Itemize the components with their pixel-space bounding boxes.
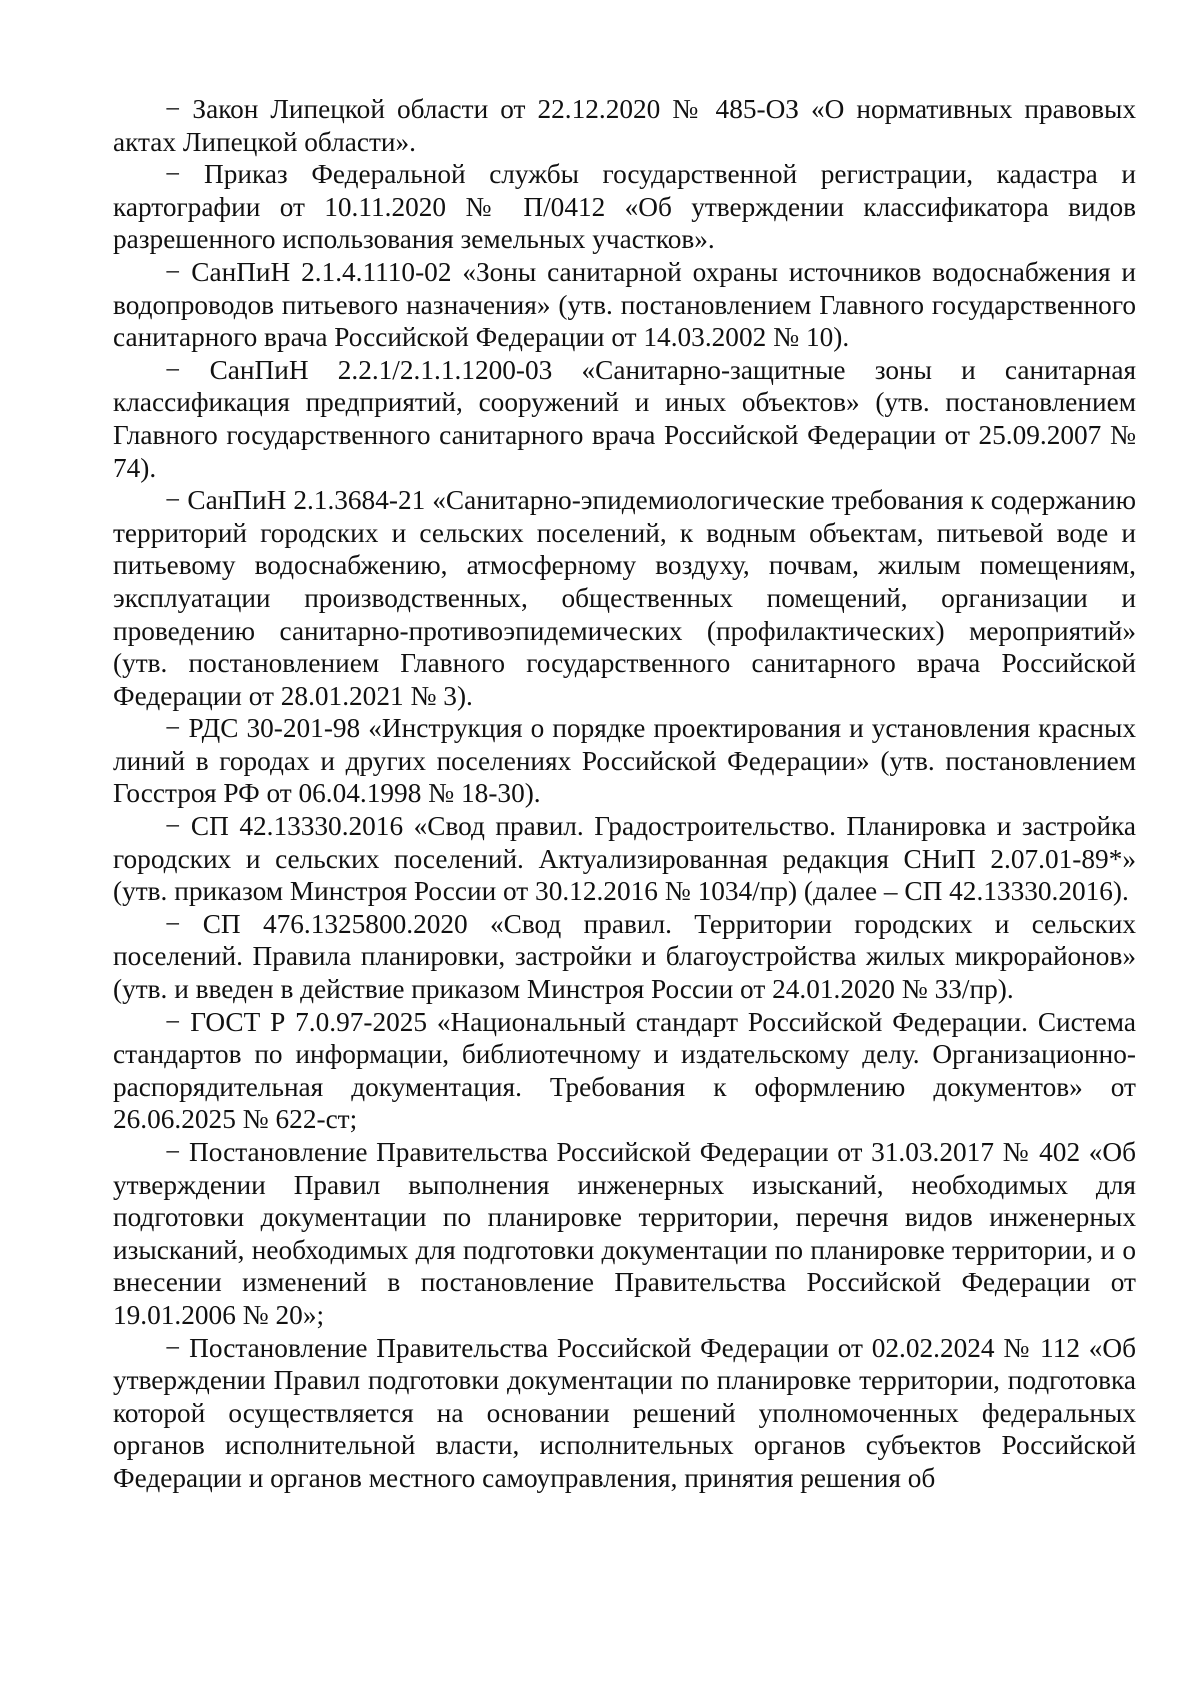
list-item: − СП 476.1325800.2020 «Свод правил. Территории городских и сельских поселений. Правила планировки, застройки и благоустройства жилых микрорайонов» (утв. и введен в действие приказом Минстроя России от 24.01.2020 № 33/пр). (113, 908, 1136, 1005)
list-item: − РДС 30-201-98 «Инструкция о порядке проектирования и установления красных линий в городах и других поселениях Российской Федерации» (утв. постановлением Госстроя РФ от 06.04.1998 № 18-30). (113, 713, 1136, 809)
list-item: − СанПиН 2.2.1/2.1.1.1200-03 «Санитарно-защитные зоны и санитарная классификация предприятий, сооружений и иных объектов» (утв. постановлением Главного государственного санитарного врача Российской Федерации от 25.09.2007 № 74). (113, 354, 1136, 483)
list-item: − СанПиН 2.1.4.1110-02 «Зоны санитарной охраны источников водоснабжения и водопроводов питьевого назначения» (утв. постановлением Главного государственного санитарного врача Российской Федерации от 14.03.2002 № 10). (113, 256, 1136, 353)
list-item: − ГОСТ Р 7.0.97-2025 «Национальный стандарт Российской Федерации. Система стандартов по информации, библиотечному и издательскому делу. Организационно-распорядительная документация. Требования к оформлению документов» от 26.06.2025 № 622-ст; (113, 1006, 1136, 1135)
list-item: − СанПиН 2.1.3684-21 «Санитарно-эпидемиологические требования к содержанию территорий городских и сельских поселений, к водным объектам, питьевой воде и питьевому водоснабжению, атмосферному воздуху, почвам, жилым помещениям, эксплуатации производственных, общественных помещений, организации и проведению санитарно-противоэпидемических (профилактических) мероприятий» (утв. постановлением Главного государственного санитарного врача Российской Федерации от 28.01.2021 № 3). (113, 485, 1136, 711)
list-item: − Постановление Правительства Российской Федерации от 31.03.2017 № 402 «Об утверждении Правил выполнения инженерных изысканий, необходимых для подготовки документации по планировке территории, перечня видов инженерных изысканий, необходимых для подготовки документации по планировке территории, и о внесении изменений в постановление Правительства Российской Федерации от 19.01.2006 № 20»; (113, 1137, 1136, 1330)
list-item: − Постановление Правительства Российской Федерации от 02.02.2024 № 112 «Об утверждении Правил подготовки документации по планировке территории, подготовка которой осуществляется на основании решений уполномоченных федеральных органов исполнительной власти, исполнительных органов субъектов Российской Федерации и органов местного самоуправления, принятия решения об (113, 1332, 1136, 1493)
list-item: − Закон Липецкой области от 22.12.2020 № 485-ОЗ «О нормативных правовых актах Липецкой области». (113, 94, 1136, 157)
regulations-list (113, 93, 1136, 1495)
list-item: − СП 42.13330.2016 «Свод правил. Градостроительство. Планировка и застройка городских и сельских поселений. Актуализированная редакция СНиП 2.07.01-89*» (утв. приказом Минстроя России от 30.12.2016 № 1034/пр) (далее – СП 42.13330.2016). (113, 811, 1136, 907)
list-item: − Приказ Федеральной службы государственной регистрации, кадастра и картографии от 10.11.2020 № П/0412 «Об утверждении классификатора видов разрешенного использования земельных участков». (113, 159, 1136, 255)
